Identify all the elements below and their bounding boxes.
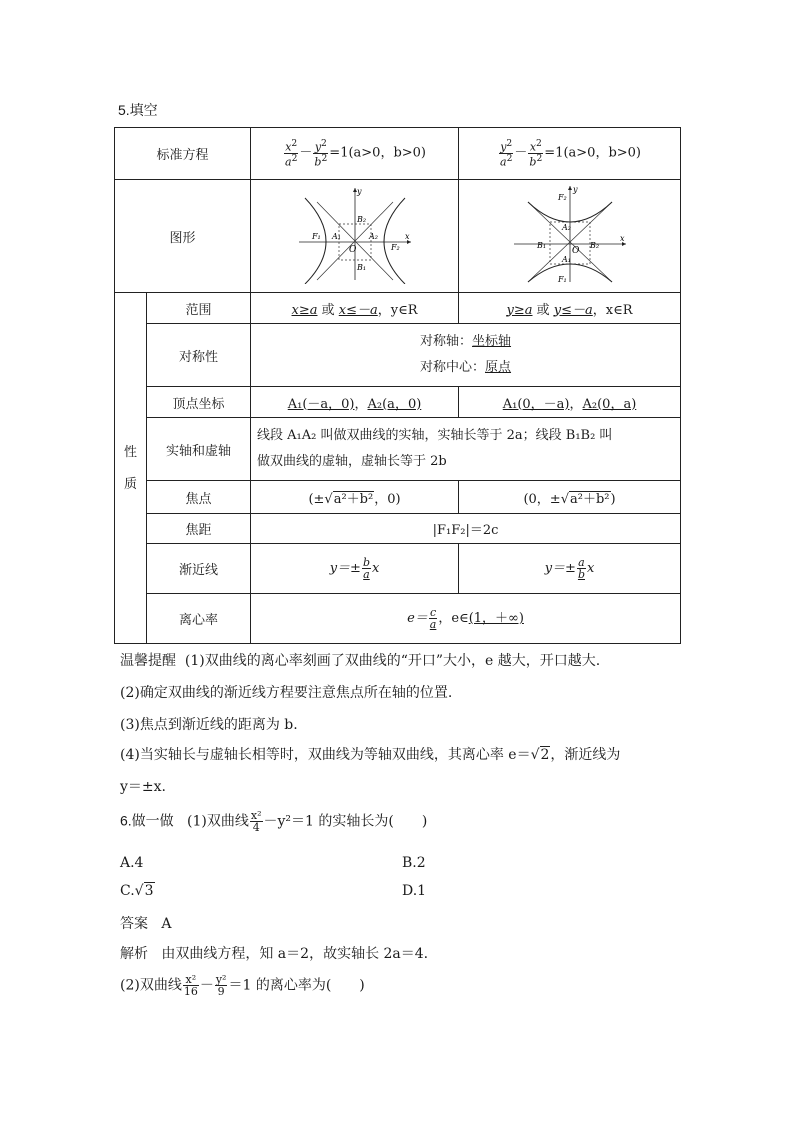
option-d: D.1 <box>402 883 427 899</box>
focal-distance-value: |F₁F₂|＝2c <box>251 514 681 544</box>
svg-text:F₁: F₁ <box>311 232 321 241</box>
axes-description: 线段 A₁A₂ 叫做双曲线的实轴，实轴长等于 2a；线段 B₁B₂ 叫 做双曲线的虚轴，虚轴长等于 2b <box>251 418 681 481</box>
header-standard-equation: 标准方程 <box>115 128 251 180</box>
tip-3: (3)焦点到渐近线的距离为 b. <box>120 717 298 733</box>
row-label-asymptote: 渐近线 <box>147 544 251 594</box>
row-label-eccentricity: 离心率 <box>147 594 251 644</box>
svg-text:F₁: F₁ <box>557 275 567 284</box>
properties-label: 性 质 <box>115 293 147 644</box>
tip-4: (4)当实轴长与虚轴长相等时，双曲线为等轴双曲线，其离心率 e＝√2，渐近线为 <box>120 747 621 763</box>
hyperbola-property-table <box>114 127 681 644</box>
svg-text:A₁: A₁ <box>561 255 571 264</box>
answer: 答案 A <box>120 915 172 932</box>
tip-4-continued: y＝±x. <box>120 779 166 795</box>
svg-text:y: y <box>572 185 578 194</box>
svg-text:y: y <box>356 187 362 196</box>
horizontal-hyperbola-graph <box>295 184 415 284</box>
svg-text:F₂: F₂ <box>557 193 567 202</box>
row-label-vertex: 顶点坐标 <box>147 387 251 418</box>
svg-text:B₁: B₁ <box>536 241 546 250</box>
svg-text:B₂: B₂ <box>589 241 599 250</box>
figure-vertical-hyperbola <box>459 180 681 293</box>
tip-1: 温馨提醒 (1)双曲线的离心率刻画了双曲线的“开口”大小，e 越大，开口越大. <box>120 652 601 669</box>
option-c: C.√3 <box>120 883 154 899</box>
option-a: A.4 <box>120 855 144 871</box>
svg-text:A₂: A₂ <box>561 223 571 232</box>
equation-y-axis: $\frac{y^2}{a^2}$ － $\frac{x^2}{b^2}$ =1(a>0，b>0) <box>459 128 681 180</box>
figure-horizontal-hyperbola <box>251 180 459 293</box>
tip-2: (2)确定双曲线的渐近线方程要注意焦点所在轴的位置. <box>120 685 453 701</box>
focus-x-axis: (±√a²＋b²，0) <box>251 481 459 514</box>
svg-text:F₂: F₂ <box>390 243 400 252</box>
svg-text:A₁: A₁ <box>331 232 341 241</box>
eccentricity-value: e＝ $\frac{c}{a}$ ，e∈(1，＋∞) <box>251 594 681 644</box>
option-b: B.2 <box>402 855 426 871</box>
row-label-symmetry: 对称性 <box>147 324 251 387</box>
row-label-focal-distance: 焦距 <box>147 514 251 544</box>
svg-text:B₁: B₁ <box>356 263 366 272</box>
exercise-question-1: 6.做一做 (1)双曲线 $\frac{\text{x²}}{4}$ －y²＝1 的实轴长为( ) <box>120 809 428 834</box>
symmetry-value: 对称轴：坐标轴 对称中心：原点 <box>251 324 681 387</box>
asymptote-x-axis: y＝± $\frac{b}{a}$ x <box>251 544 459 594</box>
exercise-question-2: (2)双曲线 $\frac{\text{x²}}{16}$ － $\frac{\text{y²}}{9}$ ＝1 的离心率为( ) <box>120 973 365 998</box>
range-y-axis: y≥a 或 y≤－a，x∈R <box>459 293 681 324</box>
vertex-y-axis: A₁(0，－a)，A₂(0，a) <box>459 387 681 418</box>
equation-x-axis: $\frac{x^2}{a^2}$ － $\frac{y^2}{b^2}$ =1(a>0，b>0) <box>251 128 459 180</box>
vertical-hyperbola-graph <box>510 184 630 284</box>
range-x-axis: x≥a 或 x≤－a，y∈R <box>251 293 459 324</box>
analysis: 解析 由双曲线方程，知 a＝2，故实轴长 2a＝4. <box>120 945 429 962</box>
row-label-axes: 实轴和虚轴 <box>147 418 251 481</box>
row-label-focus: 焦点 <box>147 481 251 514</box>
svg-text:x: x <box>619 234 625 243</box>
asymptote-y-axis: y＝± $\frac{a}{b}$ x <box>459 544 681 594</box>
vertex-x-axis: A₁(－a，0)，A₂(a，0) <box>251 387 459 418</box>
focus-y-axis: (0，±√a²＋b²) <box>459 481 681 514</box>
svg-text:A₂: A₂ <box>368 232 378 241</box>
header-figure: 图形 <box>115 180 251 293</box>
svg-text:O: O <box>571 246 579 256</box>
svg-text:x: x <box>404 232 410 241</box>
svg-text:O: O <box>348 245 356 255</box>
row-label-range: 范围 <box>147 293 251 324</box>
section-title: 5.填空 <box>118 102 158 118</box>
svg-text:B₂: B₂ <box>356 215 366 224</box>
